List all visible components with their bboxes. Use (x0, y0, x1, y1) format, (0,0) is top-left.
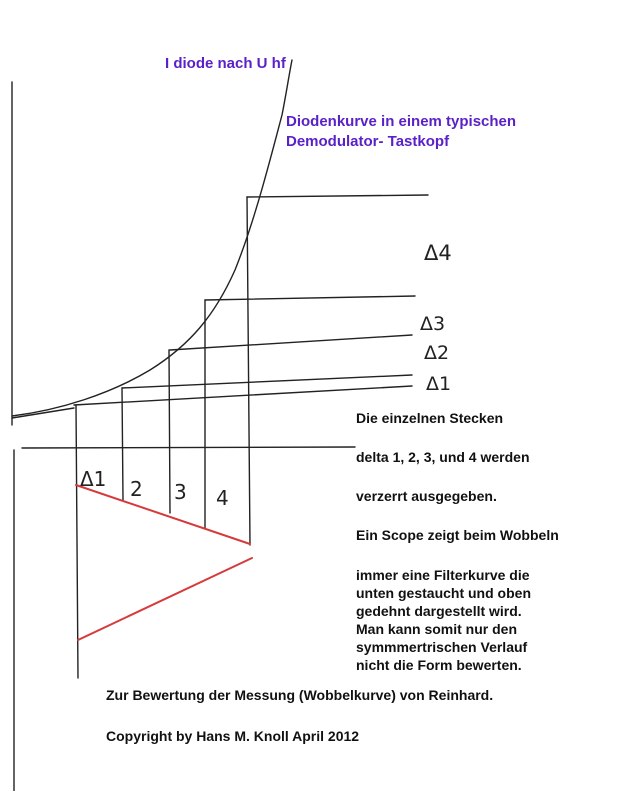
diagram-title: I diode nach U hf (165, 55, 286, 72)
lower-delta-2: 2 (130, 477, 143, 501)
projection-line-3 (169, 350, 170, 513)
delta-1-label: Δ1 (426, 373, 452, 395)
level-line-3 (170, 335, 412, 350)
footer-line-1: Zur Bewertung der Messung (Wobbelkurve) von Reinhard. (106, 687, 494, 703)
note-line-6: unten gestaucht und oben (356, 585, 531, 601)
lower-delta-4: 4 (216, 486, 229, 510)
diode-curve (12, 60, 292, 416)
projection-line-2 (122, 388, 123, 500)
note-line-7: gedehnt dargestellt wird. (356, 603, 522, 619)
level-line-2 (122, 375, 412, 388)
projection-line-5 (247, 197, 250, 545)
diagram-subtitle-1: Diodenkurve in einem typischen (286, 113, 517, 130)
note-line-4: Ein Scope zeigt beim Wobbeln (356, 527, 559, 543)
level-line-1 (74, 386, 412, 405)
x-axis (12, 408, 74, 418)
level-line-4 (205, 296, 415, 300)
diagram-subtitle-2: Demodulator- Tastkopf (286, 133, 450, 150)
note-line-9: symmmertrischen Verlauf (356, 639, 528, 655)
projection-line-1 (76, 405, 78, 678)
note-line-2: delta 1, 2, 3, und 4 werden (356, 449, 530, 465)
delta-3-label: Δ3 (420, 313, 446, 335)
lower-delta-1: Δ1 (80, 467, 107, 491)
delta-4-label: Δ4 (424, 241, 452, 265)
note-line-5: immer eine Filterkurve die (356, 567, 530, 583)
note-line-8: Man kann somit nur den (356, 621, 518, 637)
note-line-3: verzerrt ausgegeben. (356, 488, 497, 504)
note-line-1: Die einzelnen Stecken (356, 410, 504, 426)
level-line-5 (247, 195, 428, 197)
note-line-10: nicht die Form bewerten. (356, 657, 522, 673)
lower-delta-3: 3 (174, 480, 187, 504)
footer-line-2: Copyright by Hans M. Knoll April 2012 (106, 728, 360, 744)
lower-horizontal-axis (22, 447, 355, 448)
red-line-lower (78, 558, 252, 640)
delta-2-label: Δ2 (424, 342, 450, 364)
